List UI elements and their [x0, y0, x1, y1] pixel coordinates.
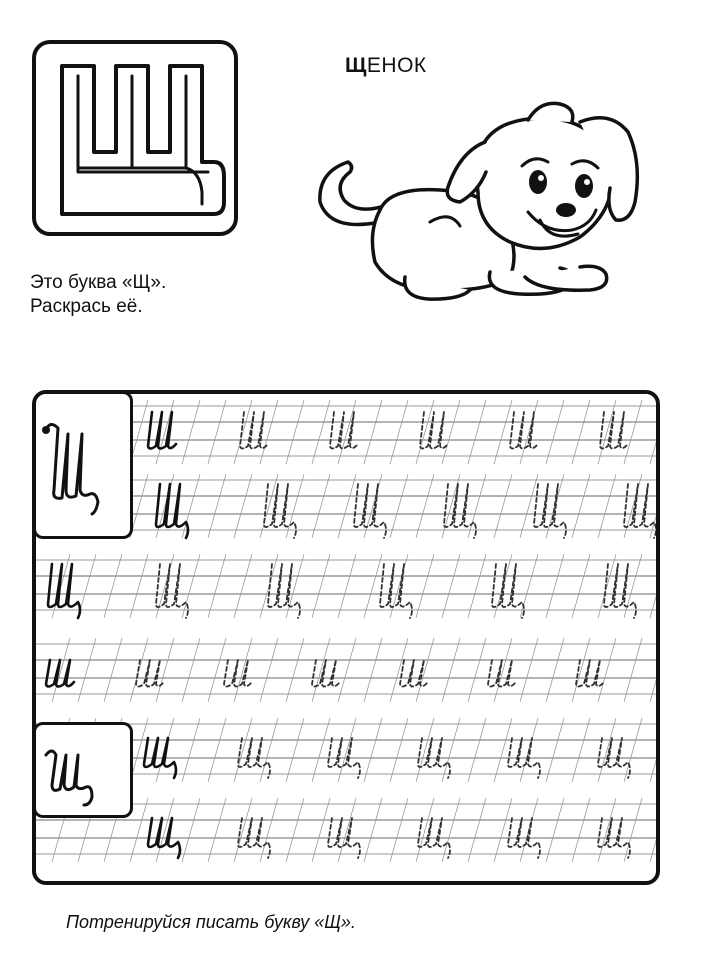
slant-line — [338, 474, 356, 538]
slant-line — [208, 638, 226, 702]
slant-line — [416, 474, 434, 538]
word-highlight: Щ — [345, 54, 367, 77]
slant-line — [442, 798, 460, 862]
slant-line — [520, 400, 538, 464]
puppy-illustration — [310, 92, 645, 307]
sample-lowercase-glyph — [36, 725, 130, 815]
slant-line — [182, 400, 200, 464]
slant-line — [286, 638, 304, 702]
slant-line — [468, 554, 486, 618]
slant-line — [572, 400, 590, 464]
word-caption — [345, 54, 427, 78]
slant-line — [390, 474, 408, 538]
slant-line — [598, 400, 616, 464]
intro-line-1: Это буква «Щ». — [30, 272, 167, 293]
slant-line — [442, 638, 460, 702]
letter-box — [32, 40, 238, 236]
slant-line — [312, 718, 330, 782]
slant-line — [390, 400, 408, 464]
slant-line — [416, 718, 434, 782]
slant-line — [286, 718, 304, 782]
dashed-letter — [312, 660, 340, 687]
slant-line — [208, 474, 226, 538]
slant-line — [182, 638, 200, 702]
slant-line — [234, 400, 252, 464]
slant-line — [468, 474, 486, 538]
slant-line — [364, 400, 382, 464]
slant-line — [208, 718, 226, 782]
slant-line — [442, 554, 460, 618]
slant-line — [234, 474, 252, 538]
dashed-letter — [224, 660, 252, 687]
slant-line — [624, 718, 642, 782]
slant-line — [312, 474, 330, 538]
intro-text — [30, 271, 166, 319]
slant-line — [416, 638, 434, 702]
slant-line — [650, 798, 656, 862]
slant-line — [598, 554, 616, 618]
slant-line — [598, 798, 616, 862]
slant-line — [338, 554, 356, 618]
slant-line — [520, 554, 538, 618]
slant-line — [390, 798, 408, 862]
sample-lowercase-box — [33, 722, 133, 818]
slant-line — [624, 638, 642, 702]
slant-line — [494, 718, 512, 782]
slant-line — [208, 798, 226, 862]
slant-line — [208, 554, 226, 618]
outlined-letter-shcha — [36, 44, 234, 232]
slant-line — [364, 718, 382, 782]
slant-line — [390, 718, 408, 782]
slant-line — [546, 554, 564, 618]
slant-line — [182, 554, 200, 618]
slant-line — [598, 718, 616, 782]
slant-line — [546, 400, 564, 464]
slant-line — [416, 554, 434, 618]
slant-line — [312, 554, 330, 618]
slant-line — [650, 638, 656, 702]
slant-line — [572, 554, 590, 618]
slant-line — [624, 400, 642, 464]
sample-uppercase-box — [33, 391, 133, 539]
dashed-letter — [136, 660, 164, 687]
slant-line — [598, 638, 616, 702]
slant-line — [468, 638, 486, 702]
sample-uppercase-glyph — [36, 394, 130, 536]
slant-line — [494, 400, 512, 464]
slant-line — [546, 798, 564, 862]
slant-line — [520, 638, 538, 702]
slant-line — [442, 718, 460, 782]
slant-line — [312, 400, 330, 464]
slant-line — [234, 638, 252, 702]
slant-line — [182, 718, 200, 782]
slant-line — [312, 798, 330, 862]
slant-line — [624, 798, 642, 862]
slant-line — [286, 798, 304, 862]
slant-line — [286, 400, 304, 464]
slant-line — [546, 718, 564, 782]
slant-line — [572, 474, 590, 538]
slant-line — [182, 798, 200, 862]
slant-line — [78, 638, 96, 702]
slant-line — [130, 554, 148, 618]
slant-line — [364, 798, 382, 862]
slant-line — [416, 798, 434, 862]
dashed-letter — [240, 412, 268, 449]
handwriting-practice-grid — [32, 390, 660, 885]
intro-line-2: Раскрась её. — [30, 296, 143, 317]
slant-line — [546, 638, 564, 702]
slant-line — [494, 474, 512, 538]
slant-line — [338, 798, 356, 862]
footer-instruction: Потренируйся писать букву «Щ». — [66, 912, 356, 932]
slant-line — [650, 554, 656, 618]
slant-line — [234, 554, 252, 618]
slant-line — [182, 474, 200, 538]
slant-line — [208, 400, 226, 464]
slant-line — [260, 400, 278, 464]
slant-line — [572, 798, 590, 862]
slant-line — [572, 718, 590, 782]
slant-line — [598, 474, 616, 538]
slant-line — [468, 400, 486, 464]
slant-line — [104, 554, 122, 618]
dashed-letter — [420, 412, 448, 449]
slant-line — [390, 638, 408, 702]
slant-line — [338, 638, 356, 702]
slant-line — [364, 638, 382, 702]
slant-line — [468, 718, 486, 782]
slant-line — [442, 400, 460, 464]
dashed-letter — [510, 412, 538, 449]
slant-line — [364, 554, 382, 618]
word-rest: ЕНОК — [366, 54, 427, 77]
slant-line — [104, 638, 122, 702]
slant-line — [338, 718, 356, 782]
slant-line — [494, 798, 512, 862]
slant-line — [468, 798, 486, 862]
slant-line — [650, 718, 656, 782]
slant-line — [260, 638, 278, 702]
slant-line — [650, 400, 656, 464]
